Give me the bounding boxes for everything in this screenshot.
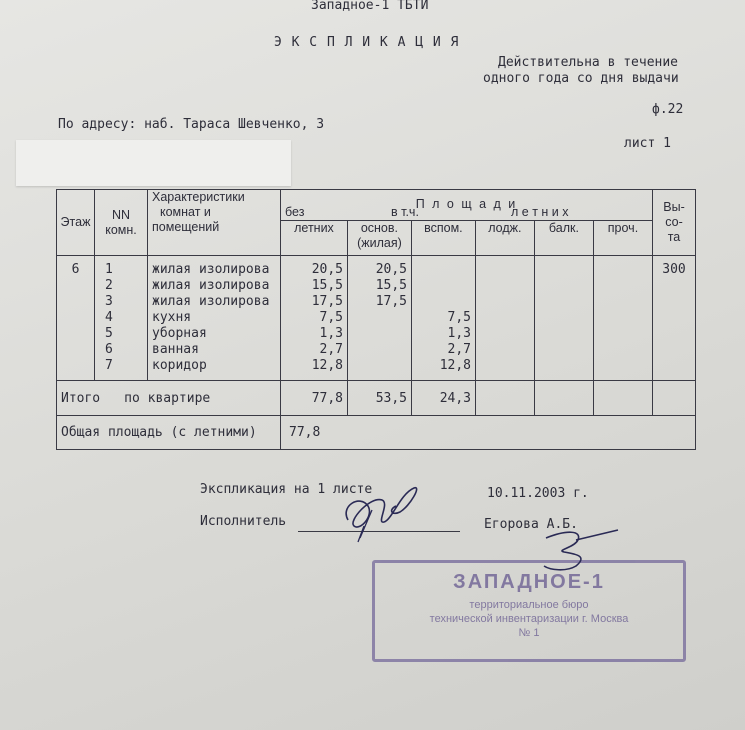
- form-number: ф.22: [652, 102, 684, 117]
- room-main-area: [348, 310, 407, 326]
- table-body: [57, 256, 696, 381]
- room-no: 5: [105, 326, 113, 341]
- total-area-column: [281, 256, 348, 381]
- room-total-area: 7,5: [319, 310, 343, 325]
- room-name: ванная: [152, 342, 199, 357]
- executor-label: Исполнитель: [200, 514, 287, 529]
- header-floor: Этаж: [57, 190, 95, 256]
- room-main-area: 20,5: [375, 262, 407, 277]
- room-aux-area: 2,7: [447, 342, 471, 357]
- room-total-area: 15,5: [311, 278, 343, 293]
- sheet-number: лист 1: [624, 136, 671, 151]
- room-no: 3: [105, 294, 113, 309]
- executor-name: Егорова А.Б.: [484, 517, 578, 532]
- loggia-column: [476, 256, 535, 381]
- totals-label: Итого по квартире: [57, 381, 281, 416]
- room-name-column: [148, 256, 281, 381]
- explication-table: [56, 189, 696, 450]
- totals-main-area: 53,5: [348, 381, 412, 416]
- room-name: жилая изолирова: [152, 294, 270, 309]
- paper-strip: [16, 140, 291, 186]
- sheets-note: Экспликация на 1 листе: [200, 482, 373, 497]
- main-area-column: [348, 256, 412, 381]
- room-name: уборная: [152, 326, 207, 341]
- floor-cell: 6: [57, 256, 95, 381]
- room-no: 2: [105, 278, 113, 293]
- overall-row: [57, 416, 696, 450]
- room-no: 6: [105, 342, 113, 357]
- room-main-area: [348, 342, 407, 358]
- room-no: 4: [105, 310, 113, 325]
- room-aux-area: 12,8: [439, 358, 471, 373]
- room-total-area: 2,7: [319, 342, 343, 357]
- room-name: коридор: [152, 358, 207, 373]
- room-total-area: 17,5: [311, 294, 343, 309]
- address: По адресу: наб. Тараса Шевченко, 3: [58, 117, 325, 132]
- room-aux-area: 7,5: [447, 310, 471, 325]
- header-characteristics: Характеристики комнат и помещений: [148, 190, 281, 256]
- room-total-area: 20,5: [311, 262, 343, 277]
- room-aux-area: [412, 262, 471, 278]
- height-cell: 300: [653, 256, 696, 381]
- other-column: [594, 256, 653, 381]
- room-no: 1: [105, 262, 113, 277]
- stamp-signature: [536, 522, 626, 580]
- validity-line-2: одного года со дня выдачи: [483, 71, 679, 86]
- header-room-no: NN комн.: [95, 190, 148, 256]
- header-areas: П л о щ а д и без в т.ч. л е т н и х летних основ. (жилая) вспом. лодж. балк. проч.: [281, 190, 653, 256]
- office-name: Западное-1 ТБТИ: [311, 0, 429, 13]
- room-total-area: 1,3: [319, 326, 343, 341]
- overall-value: 77,8: [281, 416, 696, 450]
- totals-row: [57, 381, 696, 416]
- executor-signature: [330, 476, 440, 548]
- office-stamp: ЗАПАДНОЕ-1 территориальное бюро технической инвентаризации г. Москва № 1: [372, 560, 686, 662]
- room-aux-area: 1,3: [447, 326, 471, 341]
- room-name: жилая изолирова: [152, 262, 270, 277]
- room-total-area: 12,8: [311, 358, 343, 373]
- room-aux-area: [412, 294, 471, 310]
- totals-total-area: 77,8: [281, 381, 348, 416]
- issue-date: 10.11.2003 г.: [487, 486, 589, 501]
- room-main-area: 15,5: [375, 278, 407, 293]
- room-name: жилая изолирова: [152, 278, 270, 293]
- validity-line-1: Действительна в течение: [498, 55, 679, 70]
- room-main-area: [348, 326, 407, 342]
- balcony-column: [535, 256, 594, 381]
- room-aux-area: [412, 278, 471, 294]
- room-no-column: [95, 256, 148, 381]
- aux-area-column: [412, 256, 476, 381]
- room-main-area: 17,5: [375, 294, 407, 309]
- table-header: [57, 190, 696, 256]
- overall-label: Общая площадь (с летними): [57, 416, 281, 450]
- room-main-area: [348, 358, 407, 374]
- room-no: 7: [105, 358, 113, 373]
- document-title: Э К С П Л И К А Ц И Я: [274, 35, 460, 50]
- room-name: кухня: [152, 310, 192, 325]
- totals-aux-area: 24,3: [412, 381, 476, 416]
- header-height: Вы- со- та: [653, 190, 696, 256]
